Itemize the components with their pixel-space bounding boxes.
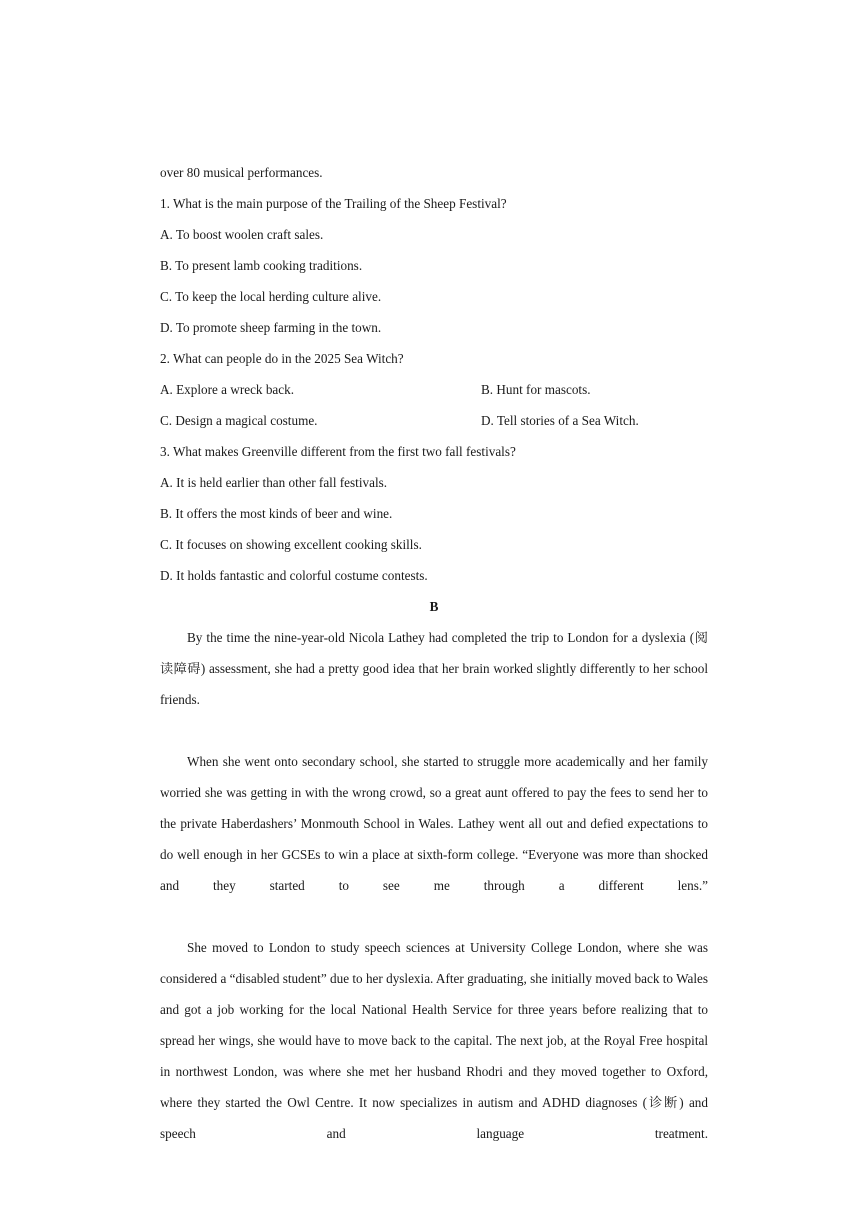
option-b: B. To present lamb cooking traditions. <box>160 258 363 273</box>
section-heading: B <box>429 599 439 614</box>
option-c: C. Design a magical costume. <box>160 413 318 428</box>
question-1 <box>160 188 708 343</box>
option-d: D. It holds fantastic and colorful costume contests. <box>160 568 428 583</box>
intro-tail-text: over 80 musical performances. <box>160 165 323 180</box>
option-b: B. Hunt for mascots. <box>481 382 591 397</box>
option-d: D. To promote sheep farming in the town. <box>160 320 382 335</box>
option-row <box>160 374 708 405</box>
question-2 <box>160 343 708 436</box>
option-a: A. Explore a wreck back. <box>160 382 295 397</box>
option-c: C. It focuses on showing excellent cooking skills. <box>160 537 422 552</box>
passage-paragraph: She moved to London to study speech sciences at University College London, where she was considered a “disabled student” due to her dyslexia. After graduating, she initially moved back to Wales and got a job working for the local National Health Service for three years before realizing that to spread her wings, she would have to move back to the capital. The next job, at the Royal Free hospital in northwest London, was where she met her husband Rhodri and they moved together to Oxford, where they started the Owl Centre. It now specializes in autism and ADHD diagnoses (诊断) and speech and language treatment. <box>160 940 708 1141</box>
option-d: D. Tell stories of a Sea Witch. <box>481 413 639 428</box>
option-row <box>160 405 708 436</box>
option-c: C. To keep the local herding culture alive. <box>160 289 382 304</box>
question-3 <box>160 436 708 591</box>
question-stem: 2. What can people do in the 2025 Sea Witch? <box>160 351 404 366</box>
passage-paragraph: By the time the nine-year-old Nicola Lathey had completed the trip to London for a dyslexia (阅读障碍) assessment, she had a pretty good idea that her brain worked slightly differently to her school friends. <box>160 630 708 707</box>
option-b: B. It offers the most kinds of beer and wine. <box>160 506 393 521</box>
question-stem: 1. What is the main purpose of the Trailing of the Sheep Festival? <box>160 196 507 211</box>
option-a: A. It is held earlier than other fall festivals. <box>160 475 388 490</box>
question-stem: 3. What makes Greenville different from the first two fall festivals? <box>160 444 516 459</box>
passage-paragraph: When she went onto secondary school, she started to struggle more academically and her family worried she was getting in with the wrong crowd, so a great aunt offered to pay the fees to send her to the private Haberdashers’ Monmouth School in Wales. Lathey went all out and defied expectations to do well enough in her GCSEs to win a place at sixth-form college. “Everyone was more than shocked and they started to see me through a different lens.” <box>160 754 708 893</box>
page-content <box>160 157 708 1180</box>
option-a: A. To boost woolen craft sales. <box>160 227 324 242</box>
